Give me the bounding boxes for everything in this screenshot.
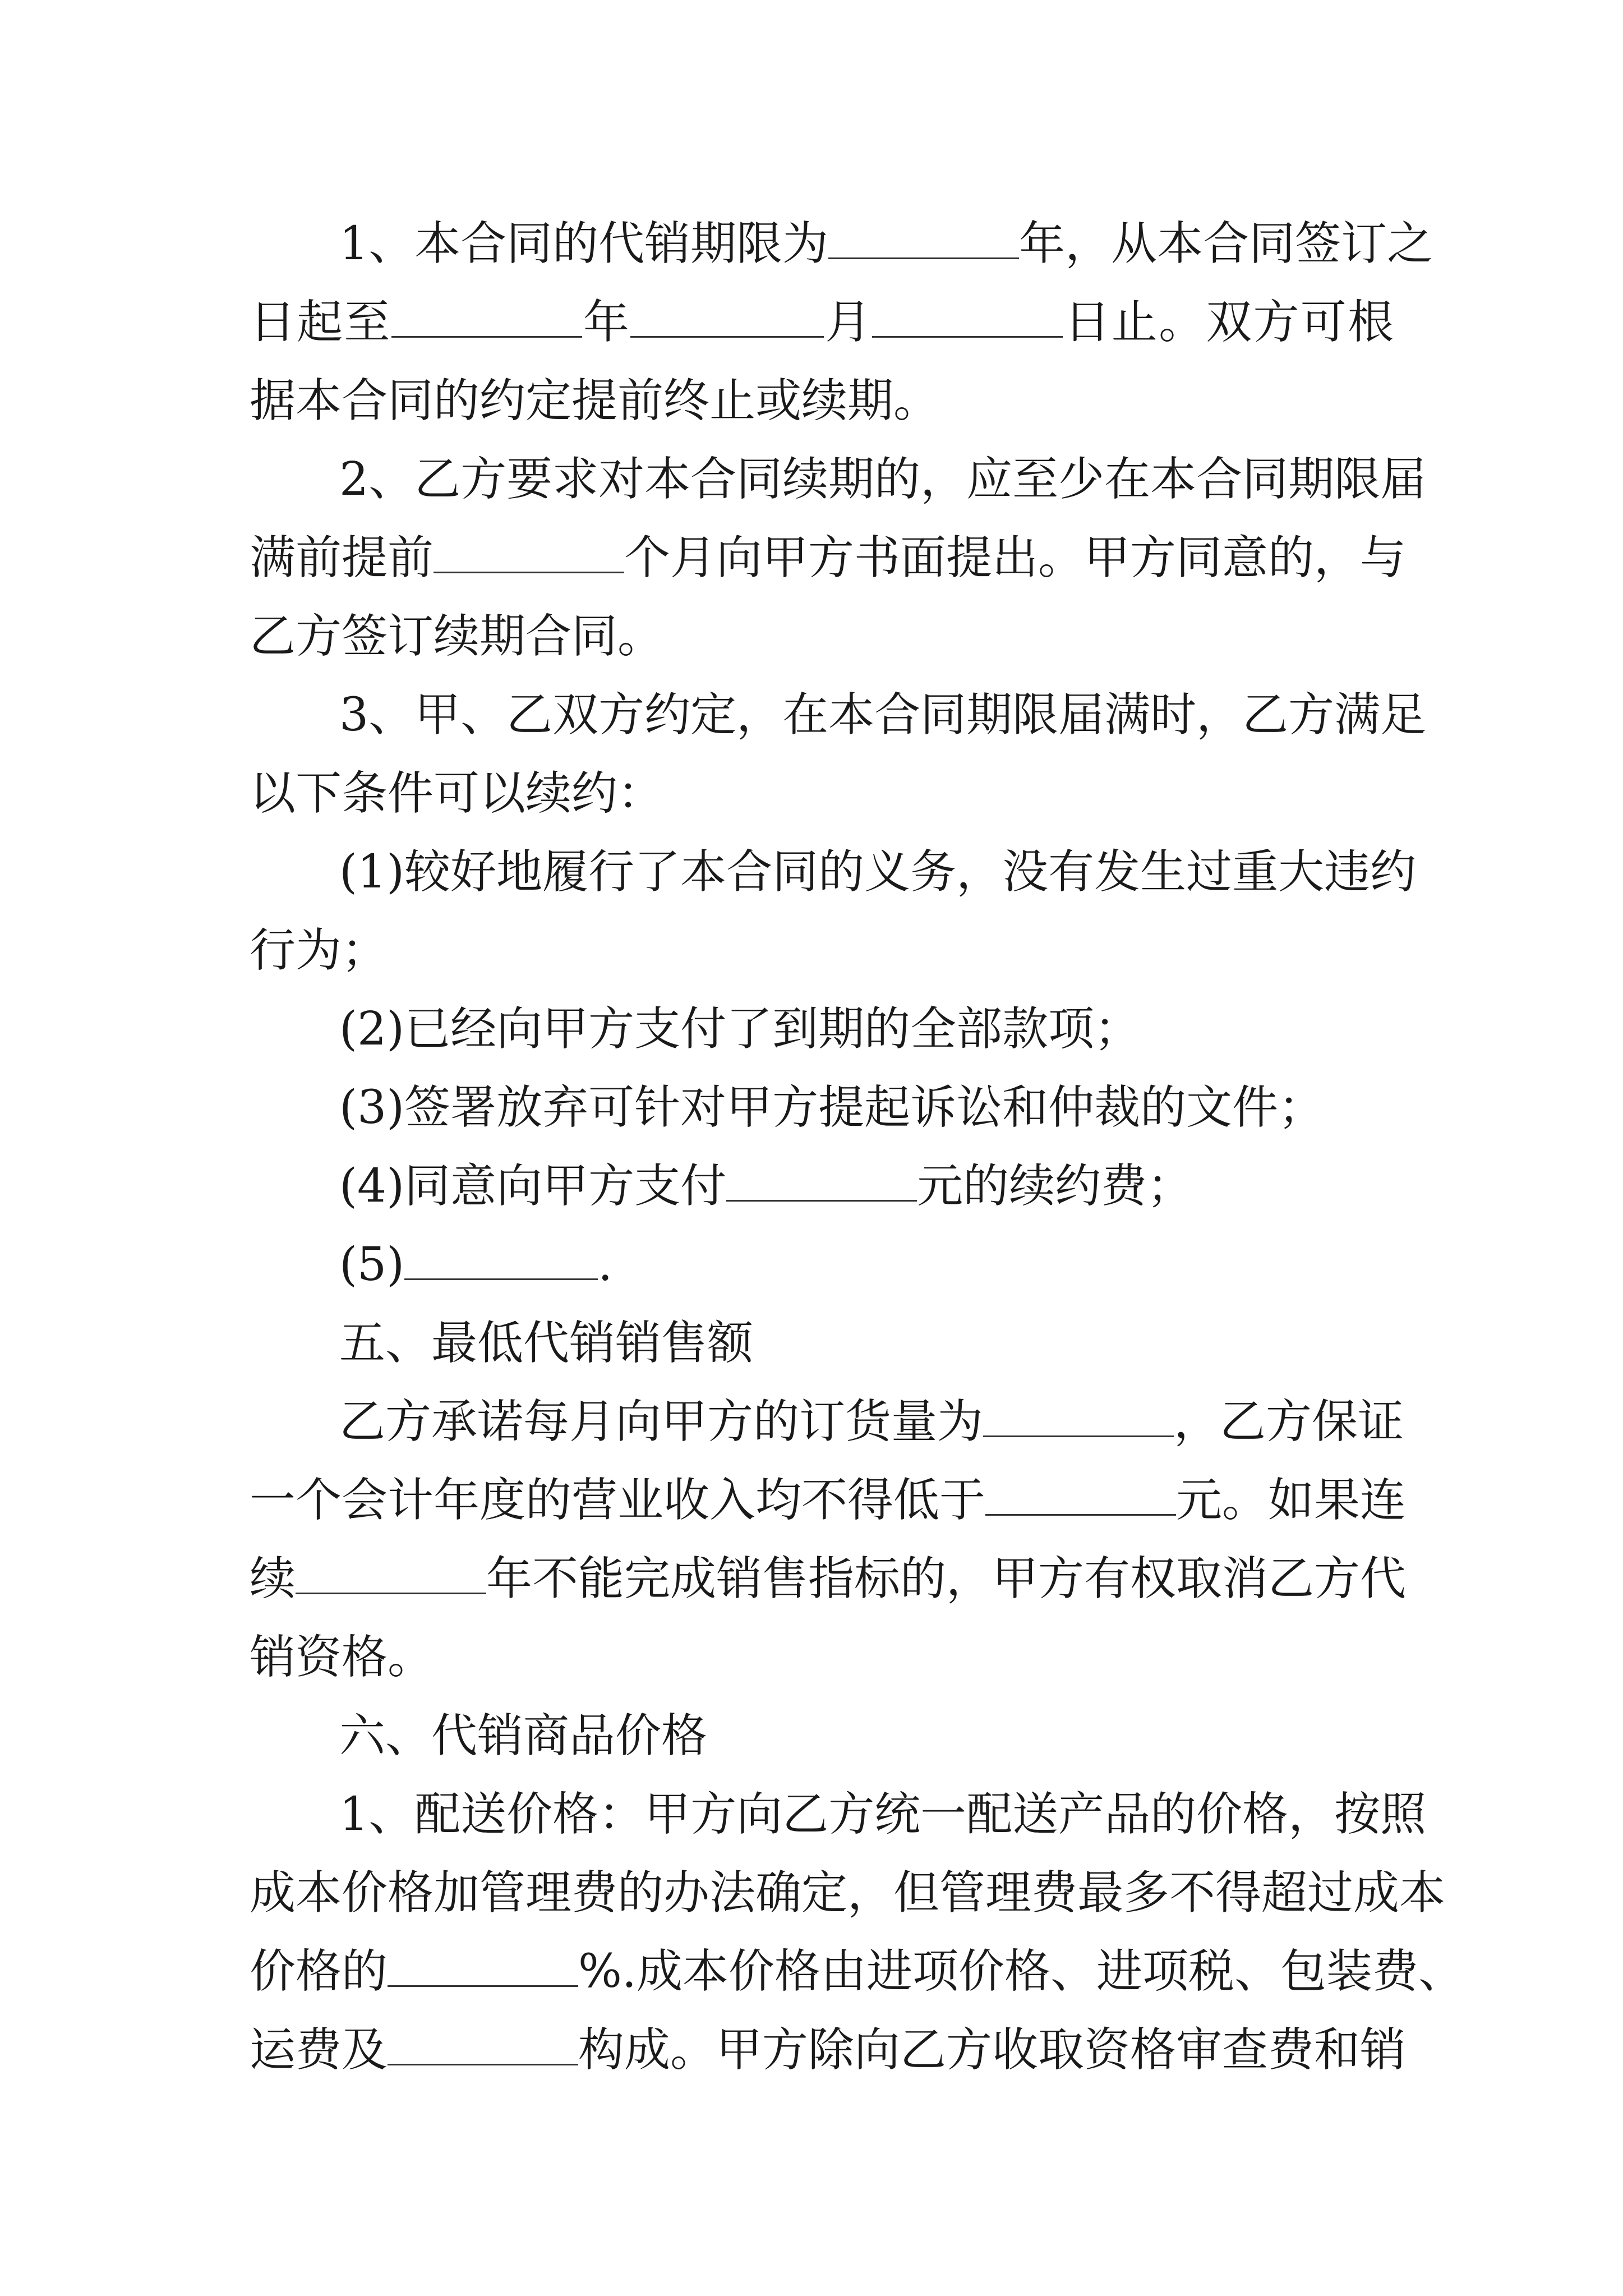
text-line-11: [339, 990, 1394, 1069]
text-run: 1、配送价格：甲方向乙方统一配送产品的价格，按照: [339, 1788, 1427, 1841]
text-run: 五、最低代销销售额: [339, 1317, 754, 1370]
text-run: 构成。甲方除向乙方收取资格审查费和销: [578, 2023, 1407, 2077]
section-heading-pricing: [339, 1697, 1394, 1775]
blank-management-fee-percent[interactable]: [388, 1934, 578, 1987]
text-run: 成本价格加管理费的办法确定，但管理费最多不得超过成本: [250, 1866, 1446, 1920]
text-line-7: [339, 676, 1427, 754]
blank-end-day[interactable]: [872, 284, 1063, 338]
text-run: (4)同意向甲方支付: [339, 1159, 727, 1213]
text-line-5: [250, 519, 1407, 597]
text-run: (1)较好地履行了本合同的义务，没有发生过重大违约: [339, 845, 1417, 899]
blank-end-year[interactable]: [391, 284, 582, 338]
text-run: 日起至: [250, 296, 391, 349]
text-run: 1、本合同的代销期限为: [339, 217, 829, 270]
text-line-12: [339, 1069, 1394, 1147]
text-run: 运费及: [250, 2023, 388, 2077]
blank-renewal-fee[interactable]: [726, 1148, 917, 1202]
text-run: 以下条件可以续约：: [250, 767, 664, 820]
blank-end-month[interactable]: [630, 284, 824, 338]
text-run: .: [598, 1238, 613, 1291]
text-line-3: [250, 362, 1394, 440]
text-run: 续: [250, 1552, 296, 1605]
text-run: 日止。双方可根: [1063, 296, 1394, 349]
text-line-10: [250, 912, 1394, 990]
text-run: 据本合同的约定提前终止或续期。: [250, 374, 940, 427]
text-run: %.成本价格由进项价格、进项税、包装费、: [578, 1945, 1464, 1998]
blank-consecutive-years[interactable]: [296, 1541, 486, 1594]
text-run: (2)已经向甲方支付了到期的全部款项；: [339, 1002, 1141, 1056]
text-line-8: [250, 754, 1394, 833]
text-run: 月: [824, 296, 873, 349]
section-heading-minimum-sales: [339, 1304, 1394, 1383]
text-line-13: [339, 1147, 1394, 1226]
text-line-16: [339, 1383, 1404, 1461]
blank-years[interactable]: [828, 206, 1019, 259]
text-run: (5): [339, 1238, 405, 1291]
blank-monthly-order[interactable]: [983, 1384, 1174, 1437]
text-line-1: [339, 205, 1433, 283]
text-run: 3、甲、乙双方约定，在本合同期限届满时，乙方满足: [339, 688, 1427, 742]
text-line-24: [250, 2011, 1407, 2090]
blank-cost-component[interactable]: [388, 2012, 578, 2065]
text-line-19: [250, 1618, 1394, 1697]
blank-other-condition[interactable]: [404, 1227, 598, 1280]
text-line-21: [339, 1775, 1427, 1854]
text-run: ，乙方保证: [1174, 1395, 1404, 1448]
text-run: 年: [582, 296, 631, 349]
text-line-18: [250, 1540, 1407, 1618]
text-run: 行为；: [250, 924, 388, 977]
text-line-9: [339, 833, 1417, 912]
text-line-2: [250, 283, 1394, 362]
text-run: 元。如果连: [1176, 1474, 1407, 1527]
text-line-4: [339, 440, 1427, 519]
text-line-14: [339, 1226, 1394, 1304]
blank-months-ahead[interactable]: [434, 520, 624, 573]
text-run: 2、乙方要求对本合同续期的，应至少在本合同期限届: [339, 453, 1427, 506]
text-line-22: [250, 1854, 1446, 1932]
text-line-23: [250, 1932, 1464, 2011]
text-run: 满前提前: [250, 531, 434, 585]
text-run: 价格的: [250, 1945, 388, 1998]
text-run: 年，从本合同签订之: [1019, 217, 1433, 270]
text-run: 乙方签订续期合同。: [250, 610, 664, 663]
text-line-17: [250, 1461, 1407, 1540]
text-run: 六、代销商品价格: [339, 1709, 708, 1763]
text-run: 元的续约费；: [917, 1159, 1193, 1213]
blank-min-revenue[interactable]: [985, 1462, 1176, 1516]
text-run: 个月向甲方书面提出。甲方同意的，与: [624, 531, 1407, 585]
text-run: 销资格。: [250, 1631, 434, 1684]
text-run: 乙方承诺每月向甲方的订货量为: [339, 1395, 984, 1448]
text-line-6: [250, 597, 1394, 676]
text-run: 一个会计年度的营业收入均不得低于: [250, 1474, 986, 1527]
text-run: 年不能完成销售指标的，甲方有权取消乙方代: [486, 1552, 1407, 1605]
text-run: (3)签署放弃可针对甲方提起诉讼和仲裁的文件；: [339, 1081, 1325, 1134]
